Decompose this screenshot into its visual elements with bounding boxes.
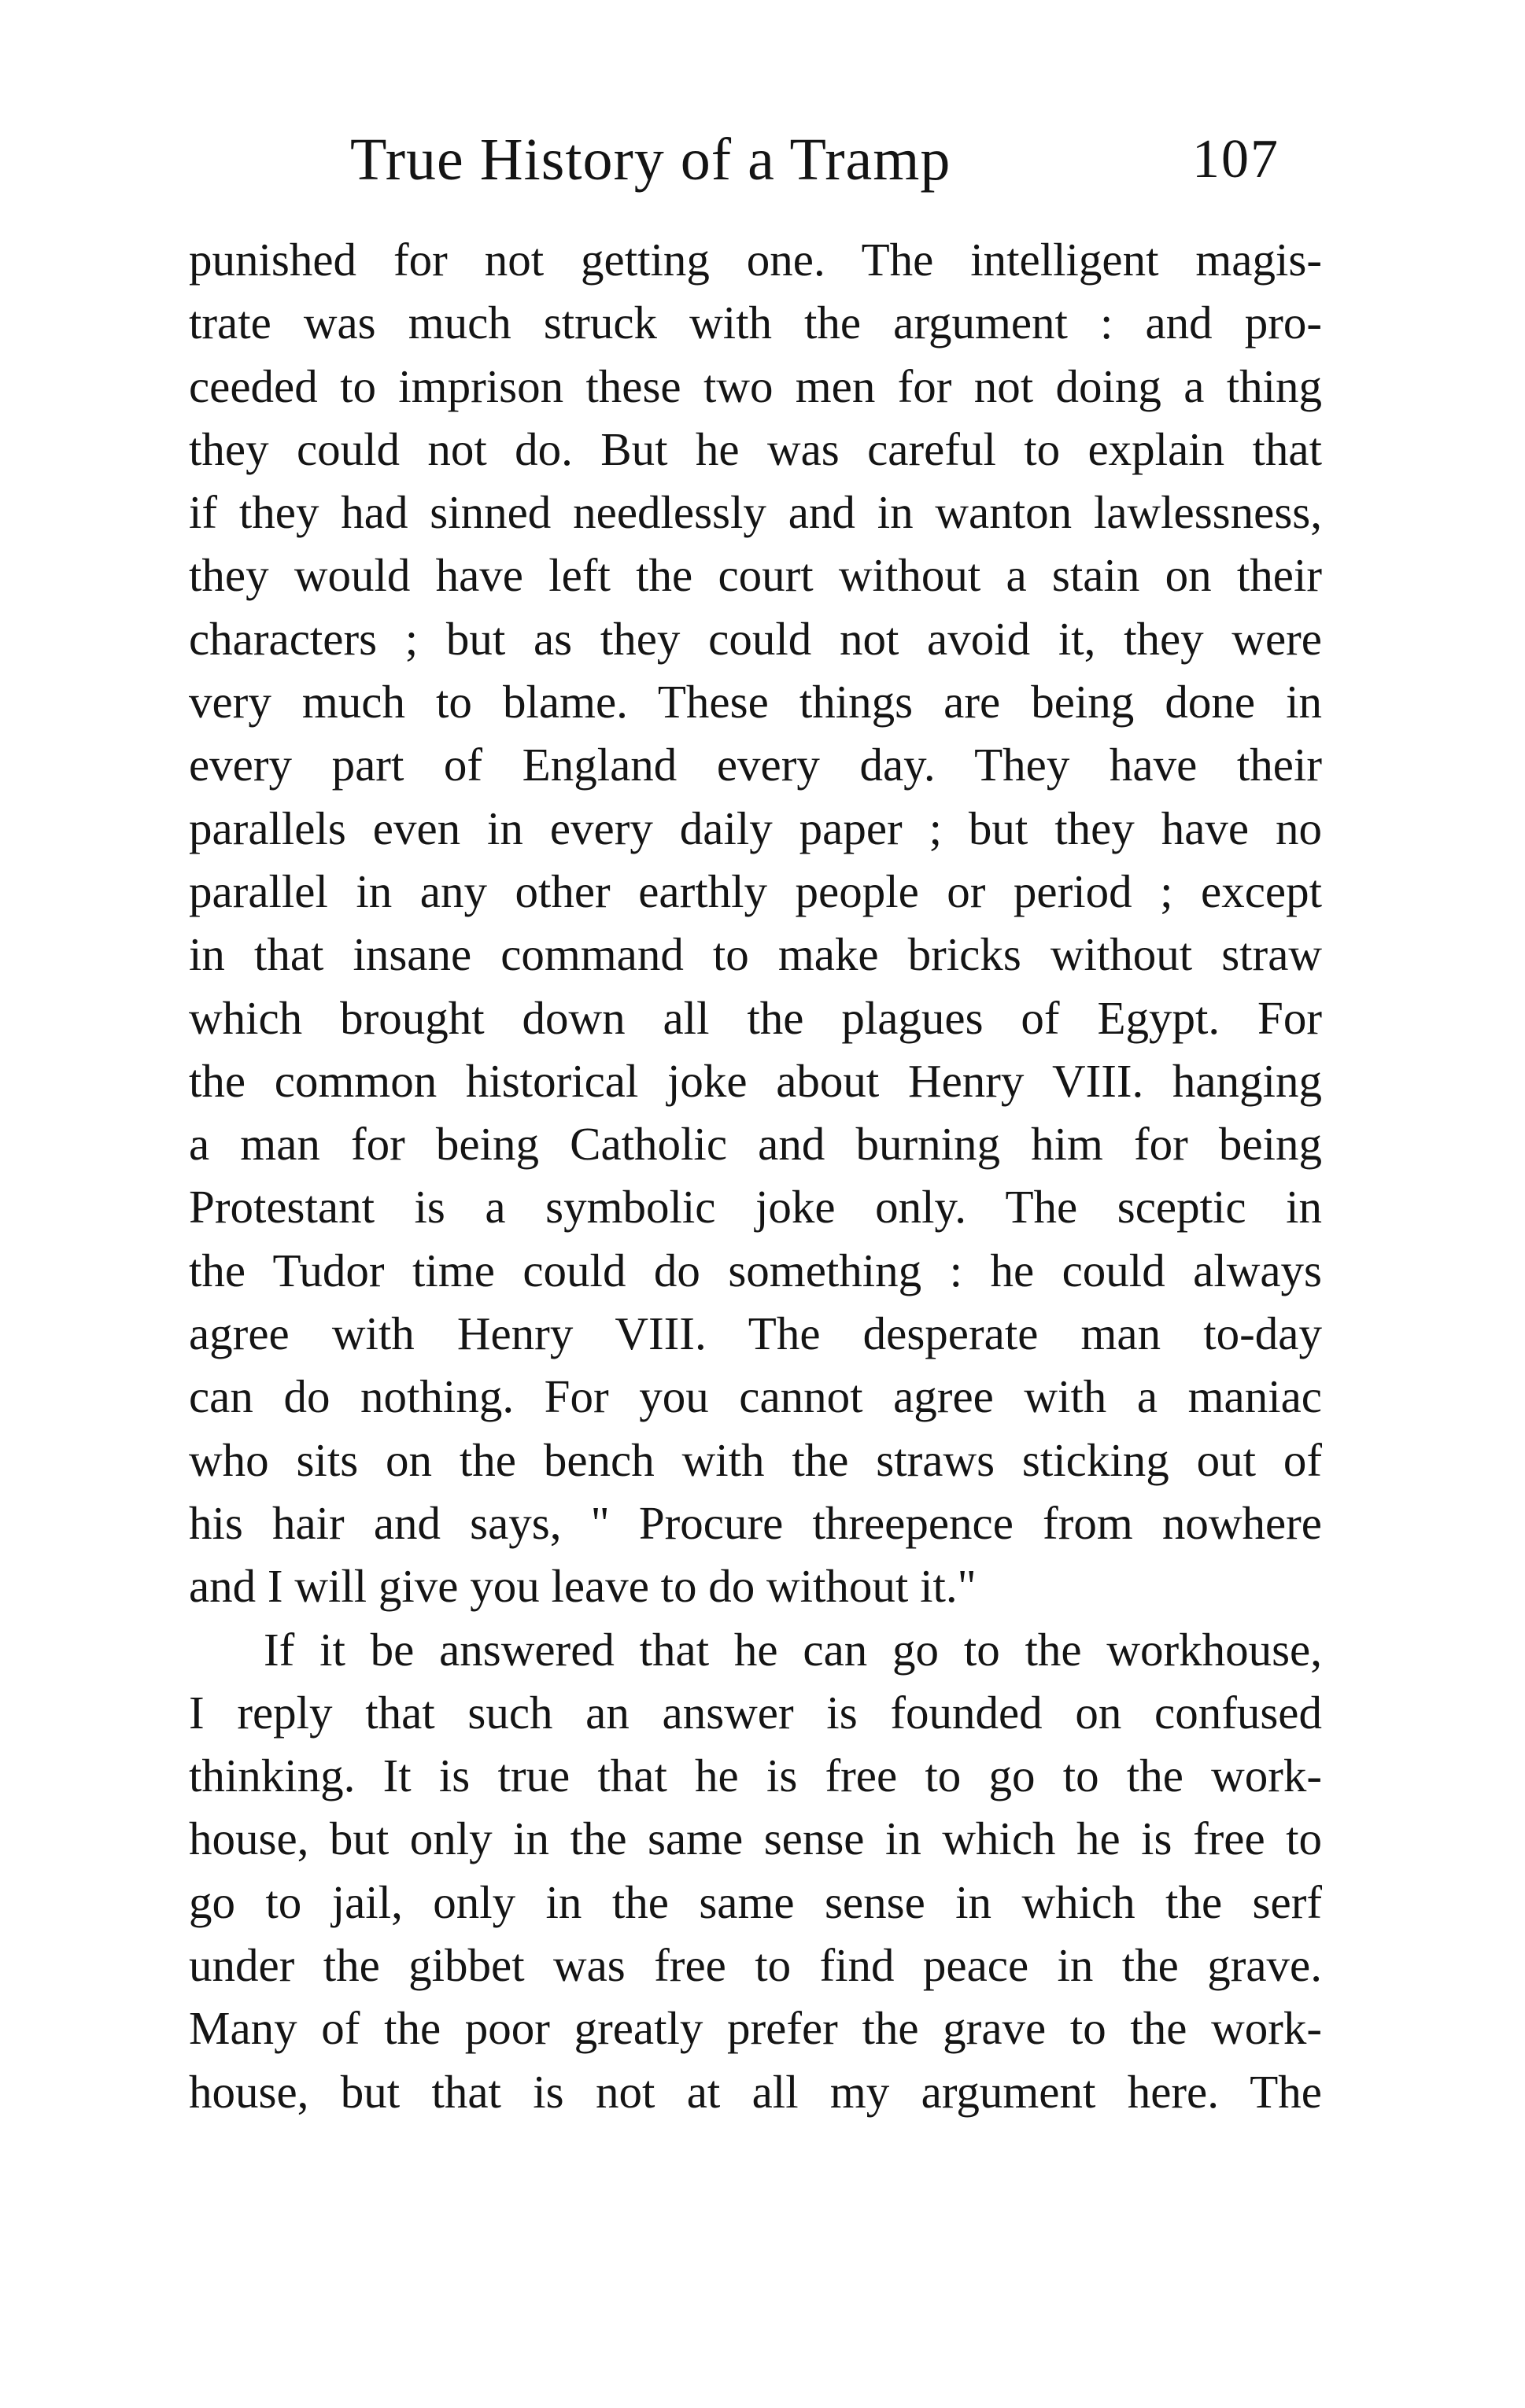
text-line: parallel in any other earthly people or period ; except — [189, 865, 1322, 917]
text-line: under the gibbet was free to find peace in the grave. — [189, 1939, 1322, 1992]
text-line: punished for not getting one. The intelligent magis- — [189, 234, 1322, 286]
text-line: in that insane command to make bricks without straw — [189, 928, 1322, 981]
text-line: Protestant is a symbolic joke only. The sceptic in — [189, 1181, 1322, 1234]
text-line: who sits on the bench with the straws sticking out of — [189, 1433, 1322, 1486]
text-line: ceeded to imprison these two men for not doing a thing — [189, 360, 1322, 412]
text-line: they could not do. But he was careful to explain that — [189, 422, 1322, 475]
text-line: go to jail, only in the same sense in which the serf — [189, 1875, 1322, 1928]
body-text — [189, 228, 1322, 2123]
text-line: house, but only in the same sense in which he is free to — [189, 1812, 1322, 1865]
text-line: which brought down all the plagues of Egypt. For — [189, 991, 1322, 1044]
text-line: if they had sinned needlessly and in wanton lawlessness, — [189, 486, 1322, 539]
text-line: can do nothing. For you cannot agree with a maniac — [189, 1370, 1322, 1423]
text-line: the common historical joke about Henry VIII. hanging — [189, 1054, 1322, 1107]
page-header — [189, 116, 1322, 203]
running-title: True History of a Tramp — [350, 127, 951, 193]
text-line: the Tudor time could do something : he could always — [189, 1244, 1322, 1296]
text-line: parallels even in every daily paper ; but they have no — [189, 802, 1322, 854]
text-line: thinking. It is true that he is free to go to the work- — [189, 1750, 1322, 1802]
page-number: 107 — [1192, 129, 1279, 190]
paragraph-end-line: and I will give you leave to do without it." — [189, 1560, 977, 1613]
text-line: his hair and says, " Procure threepence from nowhere — [189, 1496, 1322, 1549]
paragraph-start-line: If it be answered that he can go to the workhouse, — [264, 1623, 1322, 1676]
text-line: trate was much struck with the argument : and pro- — [189, 297, 1322, 349]
text-line: every part of England every day. They have their — [189, 739, 1322, 791]
text-line: they would have left the court without a stain on their — [189, 549, 1322, 602]
text-line: house, but that is not at all my argument here. The — [189, 2065, 1322, 2118]
text-line: Many of the poor greatly prefer the grave to the work- — [189, 2002, 1322, 2055]
text-line: a man for being Catholic and burning him for being — [189, 1118, 1322, 1171]
text-line: agree with Henry VIII. The desperate man to-day — [189, 1307, 1322, 1360]
text-line: I reply that such an answer is founded on confused — [189, 1686, 1322, 1739]
text-line: characters ; but as they could not avoid it, they were — [189, 612, 1322, 665]
text-line: very much to blame. These things are being done in — [189, 676, 1322, 728]
